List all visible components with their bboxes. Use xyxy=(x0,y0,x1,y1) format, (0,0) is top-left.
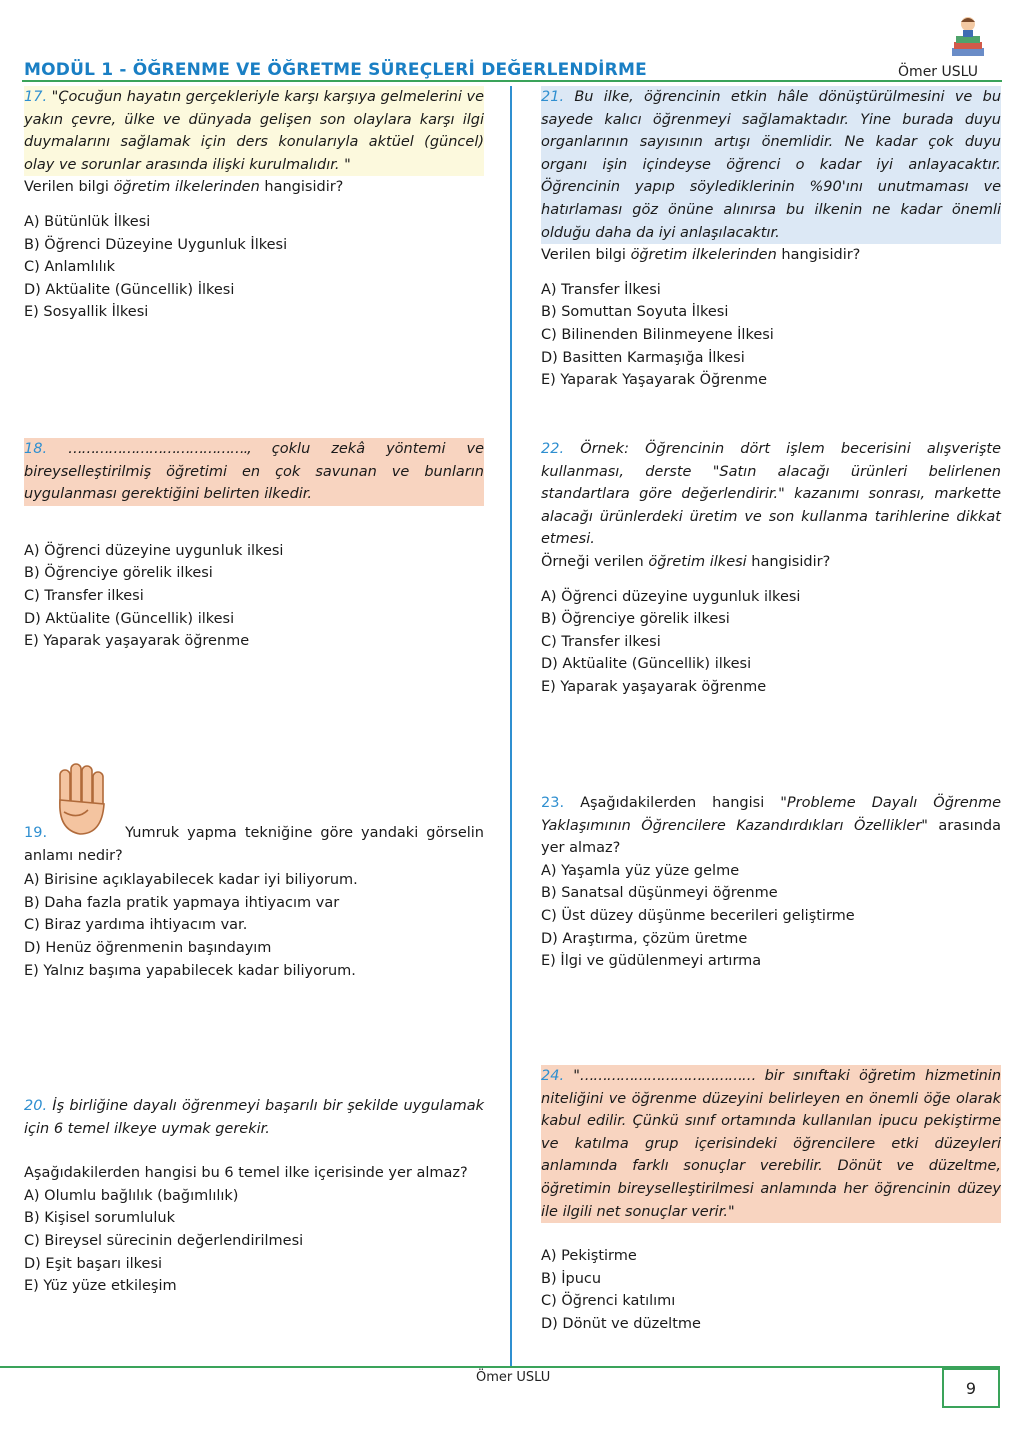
option-a[interactable]: A) Birisine açıklayabilecek kadar iyi biliyorum. xyxy=(24,872,358,889)
option-a[interactable]: A) Öğrenci düzeyine uygunluk ilkesi xyxy=(24,542,284,559)
prompt-emphasis: öğretim ilkelerinden xyxy=(630,247,777,264)
question-22-prompt xyxy=(541,551,1001,574)
question-21-options xyxy=(541,279,1001,392)
column-divider xyxy=(510,86,512,1366)
question-number: 22. xyxy=(541,441,565,457)
question-23-options xyxy=(541,860,1001,973)
option-e[interactable]: E) Sosyallik İlkesi xyxy=(24,304,149,321)
question-21-prompt xyxy=(541,244,1001,267)
question-24-stem xyxy=(541,1065,1001,1223)
option-e[interactable]: E) İlgi ve güdülenmeyi artırma xyxy=(541,953,762,970)
question-text: Bu ilke, öğrencinin etkin hâle dönüştürülmesini ve bu sayede kalıcı öğrenmeyi sağlamaktadır. Yine burada duyu organlarının sayısının artışı önemlidir. Ne kadar çok duyu organı işin içindeyse öğrenci o kadar iyi anlayacaktır. Öğrencinin yapıp söylediklerinin %90'ını unutmaması ve hatırlaması göz önüne alınırsa bu ilkenin ne kadar önemli olduğu daha da iyi anlaşılacaktır. xyxy=(541,89,1002,241)
option-e[interactable]: E) Yalnız başıma yapabilecek kadar biliyorum. xyxy=(24,962,356,979)
option-d[interactable]: D) Henüz öğrenmenin başındayım xyxy=(24,939,272,956)
question-20-prompt: Aşağıdakilerden hangisi bu 6 temel ilke içerisinde yer almaz? xyxy=(24,1165,468,1182)
question-20-options xyxy=(24,1185,484,1298)
quote-mark: " xyxy=(573,1068,580,1084)
page-number: 9 xyxy=(942,1368,1000,1408)
option-c[interactable]: C) Üst düzey düşünme becerileri geliştirme xyxy=(541,907,855,924)
option-a[interactable]: A) Pekiştirme xyxy=(541,1248,637,1265)
reading-student-icon xyxy=(948,14,988,62)
option-b[interactable]: B) Öğrenci Düzeyine Uygunluk İlkesi xyxy=(24,236,288,253)
question-20 xyxy=(24,1095,484,1298)
prompt-text: hangisidir? xyxy=(259,179,344,196)
option-b[interactable]: B) Sanatsal düşünmeyi öğrenme xyxy=(541,885,778,902)
option-c[interactable]: C) Öğrenci katılımı xyxy=(541,1293,676,1310)
question-18-stem xyxy=(24,438,484,506)
prompt-text: Verilen bilgi xyxy=(541,247,631,264)
option-d[interactable]: D) Aktüalite (Güncellik) ilkesi xyxy=(24,610,235,627)
option-b[interactable]: B) İpucu xyxy=(541,1270,602,1287)
prompt-text: Örneği verilen xyxy=(541,553,649,570)
option-a[interactable]: A) Öğrenci düzeyine uygunluk ilkesi xyxy=(541,588,801,605)
question-23 xyxy=(541,792,1001,973)
option-b[interactable]: B) Öğrenciye görelik ilkesi xyxy=(541,611,730,628)
header-divider xyxy=(22,80,1002,82)
option-c[interactable]: C) Biraz yardıma ihtiyacım var. xyxy=(24,917,248,934)
prompt-text: hangisidir? xyxy=(746,553,831,570)
option-a[interactable]: A) Olumlu bağlılık (bağımlılık) xyxy=(24,1187,239,1204)
question-18-options xyxy=(24,540,484,653)
question-number: 20. xyxy=(24,1098,48,1114)
option-d[interactable]: D) Aktüalite (Güncellik) İlkesi xyxy=(24,281,235,298)
option-d[interactable]: D) Araştırma, çözüm üretme xyxy=(541,930,748,947)
option-a[interactable]: A) Transfer İlkesi xyxy=(541,281,661,298)
question-17-prompt xyxy=(24,176,484,199)
option-c[interactable]: C) Transfer ilkesi xyxy=(24,587,144,604)
option-b[interactable]: B) Öğrenciye görelik ilkesi xyxy=(24,565,213,582)
module-title: MODÜL 1 - ÖĞRENME VE ÖĞRETME SÜREÇLERİ DEĞERLENDİRME xyxy=(24,60,647,80)
question-19-options xyxy=(24,869,484,982)
question-text: Yumruk yapma tekniğine göre yandaki görselin anlamı nedir? xyxy=(24,825,484,864)
question-text: Aşağıdakilerden hangisi " xyxy=(580,795,787,811)
option-c[interactable]: C) Anlamlılık xyxy=(24,259,116,276)
option-c[interactable]: C) Transfer ilkesi xyxy=(541,633,661,650)
blank-dots: ………………………………… xyxy=(579,1068,756,1084)
question-22-options xyxy=(541,586,1001,699)
blank-dots: …………………………………., xyxy=(68,441,251,457)
prompt-text: Verilen bilgi xyxy=(24,179,114,196)
question-17-stem xyxy=(24,86,484,176)
option-c[interactable]: C) Bireysel sürecinin değerlendirilmesi xyxy=(24,1232,304,1249)
question-18 xyxy=(24,438,484,653)
question-17 xyxy=(24,86,484,324)
question-number: 24. xyxy=(541,1068,565,1084)
option-d[interactable]: D) Aktüalite (Güncellik) ilkesi xyxy=(541,656,752,673)
question-24-options xyxy=(541,1245,1001,1335)
question-19 xyxy=(24,822,484,982)
option-d[interactable]: D) Basitten Karmaşığa İlkesi xyxy=(541,349,745,366)
option-e[interactable]: E) Yaparak Yaşayarak Öğrenme xyxy=(541,372,768,389)
question-number: 19. xyxy=(24,825,48,841)
option-d[interactable]: D) Dönüt ve düzeltme xyxy=(541,1315,701,1332)
option-b[interactable]: B) Somuttan Soyuta İlkesi xyxy=(541,304,729,321)
footer-divider xyxy=(0,1366,1000,1368)
question-17-options xyxy=(24,211,484,324)
question-text: " arasında yer almaz? xyxy=(541,817,1001,857)
question-24 xyxy=(541,1065,1001,1336)
prompt-emphasis: öğretim ilkelerinden xyxy=(113,179,260,196)
question-21 xyxy=(541,86,1001,392)
option-e[interactable]: E) Yüz yüze etkileşim xyxy=(24,1278,177,1295)
question-number: 23. xyxy=(541,795,565,811)
question-22 xyxy=(541,438,1001,699)
question-23-stem xyxy=(541,792,1001,860)
footer-author: Ömer USLU xyxy=(476,1370,551,1385)
question-19-stem xyxy=(24,822,484,867)
option-b[interactable]: B) Kişisel sorumluluk xyxy=(24,1210,175,1227)
question-number: 18. xyxy=(24,441,48,457)
prompt-emphasis: öğretim ilkesi xyxy=(648,553,747,570)
question-21-stem xyxy=(541,86,1001,244)
option-a[interactable]: A) Bütünlük İlkesi xyxy=(24,213,151,230)
question-text: çoklu zekâ yöntemi ve bireyselleştirilmiş öğretimi en çok savunan ve bunların uygulanması gerektiğini belirten ilkedir. xyxy=(24,441,484,503)
option-d[interactable]: D) Eşit başarı ilkesi xyxy=(24,1255,163,1272)
author-name: Ömer USLU xyxy=(898,64,978,80)
option-e[interactable]: E) Yaparak yaşayarak öğrenme xyxy=(541,678,767,695)
question-text: "Çocuğun hayatın gerçekleriyle karşı karşıya gelmelerini ve yakın çevre, ülke ve dünyada gelişen son olaylara karşı ilgi duymalarını sağlamak için ders konularıyla aktüel (güncel) olay ve sorunlar arasında ilişki kurulmalıdır. " xyxy=(24,89,485,173)
question-20-stem xyxy=(24,1095,484,1140)
question-text: Örnek: Öğrencinin dört işlem becerisini alışverişte kullanması, derste "Satın alacağı ürünleri belirlenen standartlara göre değerlendirir." kazanımı sonrası, markette alacağı ürünlerdeki üretim ve son kullanma tarihlerine dikkat etmesi. xyxy=(541,441,1001,548)
option-b[interactable]: B) Daha fazla pratik yapmaya ihtiyacım var xyxy=(24,894,340,911)
question-emphasis: Probleme Dayalı Öğrenme Yaklaşımının Öğrencilere Kazandırdıkları Özellikler xyxy=(541,795,1002,834)
option-e[interactable]: E) Yaparak yaşayarak öğrenme xyxy=(24,633,250,650)
question-number: 21. xyxy=(541,89,565,105)
question-number: 17. xyxy=(24,89,48,105)
option-c[interactable]: C) Bilinenden Bilinmeyene İlkesi xyxy=(541,326,774,343)
question-text: İş birliğine dayalı öğrenmeyi başarılı bir şekilde uygulamak için 6 temel ilkeye uymak gerekir. xyxy=(24,1098,485,1137)
question-text: bir sınıftaki öğretim hizmetinin niteliğini ve öğrenme düzeyini belirleyen en önemli öğe olarak kabul edilir. Çünkü sınıf ortamında kullanılan ipucu pekiştirme ve katılma grup içerisindeki öğrencilere etki düzeyleri anlamında farklı sonuçlar verebilir. Dönüt ve düzeltme, öğretimin bireyselleştirilmesi anlamında her öğrencinin düzey ile ilgili net sonuçlar verir." xyxy=(541,1068,1002,1220)
prompt-text: hangisidir? xyxy=(776,247,861,264)
option-a[interactable]: A) Yaşamla yüz yüze gelme xyxy=(541,862,740,879)
question-22-stem xyxy=(541,438,1001,551)
